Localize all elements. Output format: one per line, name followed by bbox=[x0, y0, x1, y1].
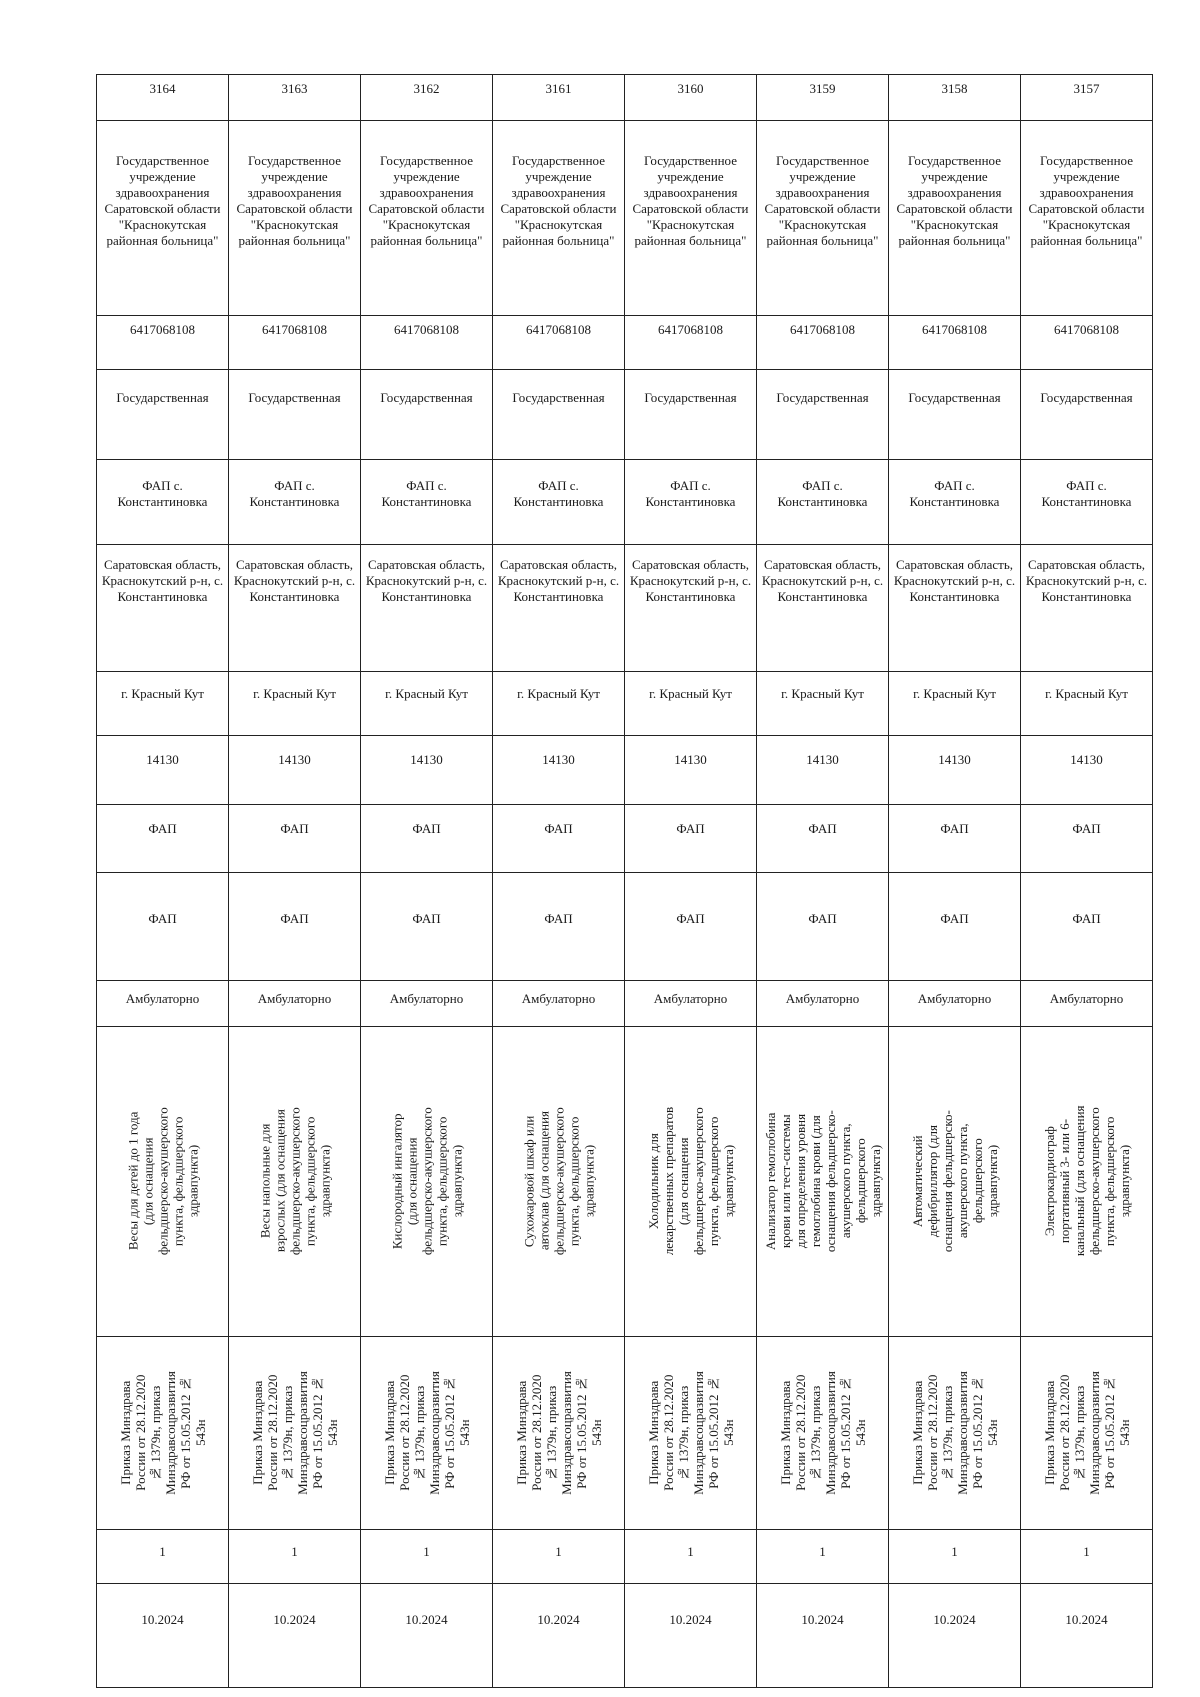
city-cell: г. Красный Кут bbox=[361, 671, 493, 735]
record-number-cell: 3164 bbox=[97, 75, 229, 121]
equipment-cell-wrap bbox=[361, 1027, 492, 1336]
row-code bbox=[97, 735, 1153, 804]
document-sheet bbox=[96, 74, 1152, 1688]
facility-type-cell: ФАП bbox=[889, 804, 1021, 873]
address-cell: Саратовская область, Краснокутский р-н, с. Константиновка bbox=[97, 544, 229, 671]
date-cell: 10.2024 bbox=[97, 1583, 229, 1687]
equipment-cell-wrap bbox=[889, 1027, 1020, 1336]
row-facility bbox=[97, 459, 1153, 544]
ownership-cell: Государственная bbox=[757, 370, 889, 459]
date-cell: 10.2024 bbox=[625, 1583, 757, 1687]
row-organization bbox=[97, 120, 1153, 315]
equipment-cell-wrap bbox=[229, 1027, 360, 1336]
date-cell: 10.2024 bbox=[757, 1583, 889, 1687]
record-number-cell: 3162 bbox=[361, 75, 493, 121]
code-cell: 14130 bbox=[97, 735, 229, 804]
equipment-cell-text: Кислородный ингалятор (для оснащения фельдшерско-акушерского пункта, фельдшерского здравпункта) bbox=[389, 1107, 464, 1256]
subdivision-cell: ФАП bbox=[97, 873, 229, 981]
order-cell bbox=[97, 1336, 229, 1529]
code-cell: 14130 bbox=[1021, 735, 1153, 804]
ownership-cell: Государственная bbox=[493, 370, 625, 459]
facility-type-cell: ФАП bbox=[625, 804, 757, 873]
row-date bbox=[97, 1583, 1153, 1687]
date-cell: 10.2024 bbox=[493, 1583, 625, 1687]
address-cell: Саратовская область, Краснокутский р-н, с. Константиновка bbox=[625, 544, 757, 671]
row-ownership bbox=[97, 370, 1153, 459]
order-cell-wrap bbox=[229, 1337, 360, 1529]
order-cell bbox=[625, 1336, 757, 1529]
city-cell: г. Красный Кут bbox=[757, 671, 889, 735]
conditions-cell: Амбулаторно bbox=[757, 981, 889, 1027]
organization-cell: Государственное учреждение здравоохранения Саратовской области "Краснокутская районная больница" bbox=[97, 120, 229, 315]
address-cell: Саратовская область, Краснокутский р-н, с. Константиновка bbox=[1021, 544, 1153, 671]
row-quantity bbox=[97, 1529, 1153, 1583]
equipment-cell bbox=[625, 1026, 757, 1336]
quantity-cell: 1 bbox=[361, 1529, 493, 1583]
conditions-cell: Амбулаторно bbox=[625, 981, 757, 1027]
order-cell-text: Приказ Минздрава России от 28.12.2020 № 1379н, приказ Минздравсоцразвития РФ от 15.05.2012 № 543н bbox=[513, 1370, 604, 1495]
equipment-cell bbox=[889, 1026, 1021, 1336]
equipment-cell-wrap bbox=[493, 1027, 624, 1336]
row-subdivision bbox=[97, 873, 1153, 981]
code-cell: 14130 bbox=[889, 735, 1021, 804]
equipment-cell bbox=[97, 1026, 229, 1336]
order-cell-wrap bbox=[97, 1337, 228, 1529]
subdivision-cell: ФАП bbox=[361, 873, 493, 981]
equipment-cell bbox=[229, 1026, 361, 1336]
row-order bbox=[97, 1336, 1153, 1529]
order-cell-text: Приказ Минздрава России от 28.12.2020 № 1379н, приказ Минздравсоцразвития РФ от 15.05.2012 № 543н bbox=[777, 1370, 868, 1495]
order-cell-text: Приказ Минздрава России от 28.12.2020 № 1379н, приказ Минздравсоцразвития РФ от 15.05.2012 № 543н bbox=[249, 1370, 340, 1495]
record-number-cell: 3159 bbox=[757, 75, 889, 121]
equipment-cell bbox=[757, 1026, 889, 1336]
order-cell-wrap bbox=[493, 1337, 624, 1529]
code-cell: 14130 bbox=[493, 735, 625, 804]
code-cell: 14130 bbox=[361, 735, 493, 804]
code-cell: 14130 bbox=[757, 735, 889, 804]
order-cell-wrap bbox=[361, 1337, 492, 1529]
organization-cell: Государственное учреждение здравоохранения Саратовской области "Краснокутская районная больница" bbox=[1021, 120, 1153, 315]
conditions-cell: Амбулаторно bbox=[361, 981, 493, 1027]
order-cell bbox=[229, 1336, 361, 1529]
city-cell: г. Красный Кут bbox=[493, 671, 625, 735]
equipment-cell-text: Весы напольные для взрослых (для оснащения фельдшерско-акушерского пункта, фельдшерского здравпункта) bbox=[257, 1107, 332, 1256]
row-equipment bbox=[97, 1026, 1153, 1336]
order-cell bbox=[757, 1336, 889, 1529]
equipment-cell-wrap bbox=[1021, 1027, 1152, 1336]
equipment-cell-text: Холодильник для лекарственных препаратов (для оснащения фельдшерско-акушерского пункта, фельдшерского здравпункта) bbox=[645, 1107, 736, 1256]
date-cell: 10.2024 bbox=[1021, 1583, 1153, 1687]
inn-cell: 6417068108 bbox=[97, 316, 229, 370]
inn-cell: 6417068108 bbox=[625, 316, 757, 370]
equipment-cell-text: Анализатор гемоглобина крови или тест-системы для определения уровня гемоглобина крови (для оснащения фельдшерско-акушерского пункта, фельдшерского здравпункта) bbox=[762, 1110, 883, 1253]
facility-type-cell: ФАП bbox=[361, 804, 493, 873]
order-cell-wrap bbox=[625, 1337, 756, 1529]
facility-cell: ФАП с. Константиновка bbox=[757, 459, 889, 544]
city-cell: г. Красный Кут bbox=[1021, 671, 1153, 735]
quantity-cell: 1 bbox=[625, 1529, 757, 1583]
conditions-cell: Амбулаторно bbox=[889, 981, 1021, 1027]
order-cell-text: Приказ Минздрава России от 28.12.2020 № 1379н, приказ Минздравсоцразвития РФ от 15.05.2012 № 543н bbox=[645, 1370, 736, 1495]
address-cell: Саратовская область, Краснокутский р-н, с. Константиновка bbox=[493, 544, 625, 671]
row-conditions bbox=[97, 981, 1153, 1027]
subdivision-cell: ФАП bbox=[889, 873, 1021, 981]
row-address bbox=[97, 544, 1153, 671]
ownership-cell: Государственная bbox=[361, 370, 493, 459]
subdivision-cell: ФАП bbox=[493, 873, 625, 981]
ownership-cell: Государственная bbox=[889, 370, 1021, 459]
record-number-cell: 3163 bbox=[229, 75, 361, 121]
facility-type-cell: ФАП bbox=[757, 804, 889, 873]
city-cell: г. Красный Кут bbox=[889, 671, 1021, 735]
subdivision-cell: ФАП bbox=[757, 873, 889, 981]
address-cell: Саратовская область, Краснокутский р-н, с. Константиновка bbox=[889, 544, 1021, 671]
order-cell bbox=[361, 1336, 493, 1529]
quantity-cell: 1 bbox=[229, 1529, 361, 1583]
facility-type-cell: ФАП bbox=[493, 804, 625, 873]
equipment-cell-text: Электрокардиограф портативный 3- или 6-канальный (для оснащения фельдшерско-акушерского пункта, фельдшерского здравпункта) bbox=[1041, 1105, 1132, 1257]
row-inn bbox=[97, 316, 1153, 370]
inn-cell: 6417068108 bbox=[493, 316, 625, 370]
equipment-cell-text: Автоматический дефибриллятор (для оснащения фельдшерско-акушерского пункта, фельдшерского здравпункта) bbox=[909, 1110, 1000, 1253]
inn-cell: 6417068108 bbox=[757, 316, 889, 370]
organization-cell: Государственное учреждение здравоохранения Саратовской области "Краснокутская районная больница" bbox=[493, 120, 625, 315]
organization-cell: Государственное учреждение здравоохранения Саратовской области "Краснокутская районная больница" bbox=[361, 120, 493, 315]
city-cell: г. Красный Кут bbox=[97, 671, 229, 735]
facility-cell: ФАП с. Константиновка bbox=[625, 459, 757, 544]
facility-cell: ФАП с. Константиновка bbox=[229, 459, 361, 544]
order-cell bbox=[889, 1336, 1021, 1529]
equipment-cell-wrap bbox=[97, 1027, 228, 1336]
equipment-cell bbox=[361, 1026, 493, 1336]
conditions-cell: Амбулаторно bbox=[229, 981, 361, 1027]
date-cell: 10.2024 bbox=[229, 1583, 361, 1687]
row-record-number bbox=[97, 75, 1153, 121]
inn-cell: 6417068108 bbox=[889, 316, 1021, 370]
facility-type-cell: ФАП bbox=[229, 804, 361, 873]
address-cell: Саратовская область, Краснокутский р-н, с. Константиновка bbox=[229, 544, 361, 671]
conditions-cell: Амбулаторно bbox=[97, 981, 229, 1027]
subdivision-cell: ФАП bbox=[1021, 873, 1153, 981]
record-number-cell: 3157 bbox=[1021, 75, 1153, 121]
quantity-cell: 1 bbox=[1021, 1529, 1153, 1583]
row-facility-type bbox=[97, 804, 1153, 873]
order-cell-text: Приказ Минздрава России от 28.12.2020 № 1379н, приказ Минздравсоцразвития РФ от 15.05.2012 № 543н bbox=[117, 1370, 208, 1495]
ownership-cell: Государственная bbox=[625, 370, 757, 459]
equipment-cell bbox=[493, 1026, 625, 1336]
ownership-cell: Государственная bbox=[229, 370, 361, 459]
equipment-cell-text: Сухожаровой шкаф или автоклав (для оснащения фельдшерско-акушерского пункта, фельдшерского здравпункта) bbox=[521, 1107, 596, 1256]
order-cell bbox=[493, 1336, 625, 1529]
organization-cell: Государственное учреждение здравоохранения Саратовской области "Краснокутская районная больница" bbox=[229, 120, 361, 315]
order-cell bbox=[1021, 1336, 1153, 1529]
inn-cell: 6417068108 bbox=[1021, 316, 1153, 370]
equipment-cell-text: Весы для детей до 1 года (для оснащения фельдшерско-акушерского пункта, фельдшерского здравпункта) bbox=[125, 1107, 200, 1256]
date-cell: 10.2024 bbox=[361, 1583, 493, 1687]
facility-type-cell: ФАП bbox=[1021, 804, 1153, 873]
facility-cell: ФАП с. Константиновка bbox=[493, 459, 625, 544]
code-cell: 14130 bbox=[625, 735, 757, 804]
order-cell-wrap bbox=[757, 1337, 888, 1529]
address-cell: Саратовская область, Краснокутский р-н, с. Константиновка bbox=[361, 544, 493, 671]
row-city bbox=[97, 671, 1153, 735]
order-cell-text: Приказ Минздрава России от 28.12.2020 № 1379н, приказ Минздравсоцразвития РФ от 15.05.2012 № 543н bbox=[909, 1370, 1000, 1495]
ownership-cell: Государственная bbox=[1021, 370, 1153, 459]
city-cell: г. Красный Кут bbox=[625, 671, 757, 735]
table-body bbox=[97, 75, 1153, 1688]
subdivision-cell: ФАП bbox=[229, 873, 361, 981]
facility-cell: ФАП с. Константиновка bbox=[889, 459, 1021, 544]
conditions-cell: Амбулаторно bbox=[493, 981, 625, 1027]
inn-cell: 6417068108 bbox=[361, 316, 493, 370]
quantity-cell: 1 bbox=[493, 1529, 625, 1583]
subdivision-cell: ФАП bbox=[625, 873, 757, 981]
order-cell-text: Приказ Минздрава России от 28.12.2020 № 1379н, приказ Минздравсоцразвития РФ от 15.05.2012 № 543н bbox=[1041, 1370, 1132, 1495]
facility-type-cell: ФАП bbox=[97, 804, 229, 873]
organization-cell: Государственное учреждение здравоохранения Саратовской области "Краснокутская районная больница" bbox=[889, 120, 1021, 315]
facility-cell: ФАП с. Константиновка bbox=[97, 459, 229, 544]
address-cell: Саратовская область, Краснокутский р-н, с. Константиновка bbox=[757, 544, 889, 671]
code-cell: 14130 bbox=[229, 735, 361, 804]
organization-cell: Государственное учреждение здравоохранения Саратовской области "Краснокутская районная больница" bbox=[757, 120, 889, 315]
record-number-cell: 3160 bbox=[625, 75, 757, 121]
ownership-cell: Государственная bbox=[97, 370, 229, 459]
order-cell-wrap bbox=[889, 1337, 1020, 1529]
quantity-cell: 1 bbox=[97, 1529, 229, 1583]
quantity-cell: 1 bbox=[889, 1529, 1021, 1583]
quantity-cell: 1 bbox=[757, 1529, 889, 1583]
facility-cell: ФАП с. Константиновка bbox=[1021, 459, 1153, 544]
inn-cell: 6417068108 bbox=[229, 316, 361, 370]
record-number-cell: 3158 bbox=[889, 75, 1021, 121]
facility-cell: ФАП с. Константиновка bbox=[361, 459, 493, 544]
equipment-cell-wrap bbox=[757, 1027, 888, 1336]
conditions-cell: Амбулаторно bbox=[1021, 981, 1153, 1027]
organization-cell: Государственное учреждение здравоохранения Саратовской области "Краснокутская районная больница" bbox=[625, 120, 757, 315]
record-number-cell: 3161 bbox=[493, 75, 625, 121]
order-cell-wrap bbox=[1021, 1337, 1152, 1529]
date-cell: 10.2024 bbox=[889, 1583, 1021, 1687]
order-cell-text: Приказ Минздрава России от 28.12.2020 № 1379н, приказ Минздравсоцразвития РФ от 15.05.2012 № 543н bbox=[381, 1370, 472, 1495]
city-cell: г. Красный Кут bbox=[229, 671, 361, 735]
equipment-cell-wrap bbox=[625, 1027, 756, 1336]
equipment-cell bbox=[1021, 1026, 1153, 1336]
equipment-table bbox=[96, 74, 1153, 1688]
